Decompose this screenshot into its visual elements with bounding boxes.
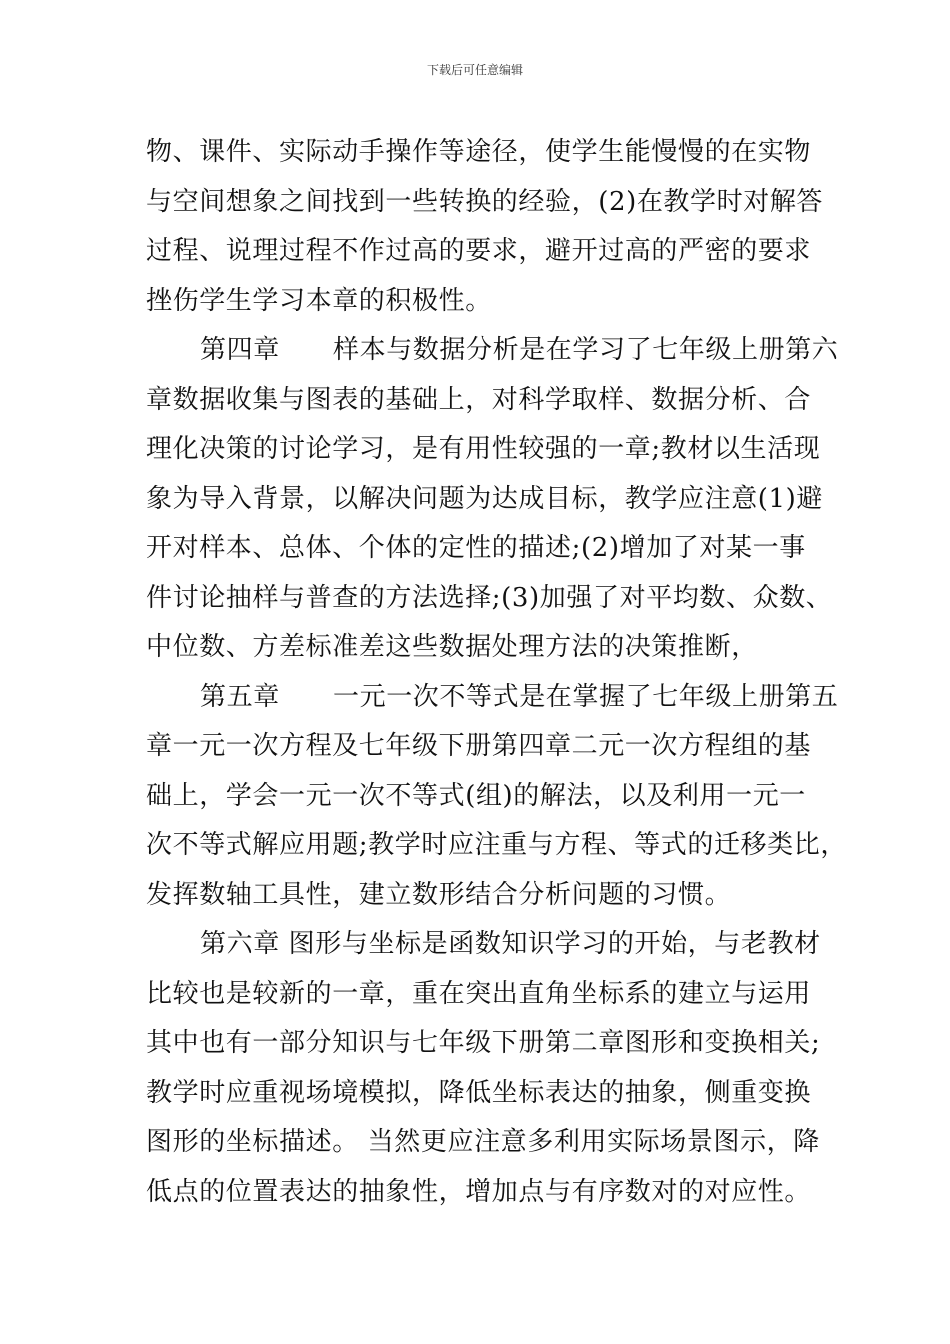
text-line: 其中也有一部分知识与七年级下册第二章图形和变换相关;	[146, 1028, 821, 1058]
text-line: 教学时应重视场境模拟，降低坐标表达的抽象，侧重变换	[146, 1077, 812, 1108]
text-line: 图形的坐标描述。 当然更应注意多利用实际场景图示，降	[146, 1127, 820, 1157]
text-line: 挫伤学生学习本章的积极性。	[146, 285, 492, 316]
paragraph-chapter-4-start: 第四章 样本与数据分析是在学习了七年级上册第六	[200, 335, 839, 365]
text-line: 中位数、方差标准差这些数据处理方法的决策推断，	[146, 632, 758, 662]
text-line: 章数据收集与图表的基础上，对科学取样、数据分析、合	[146, 384, 812, 415]
text-line: 础上，学会一元一次不等式(组)的解法，以及利用一元一	[146, 780, 806, 811]
paragraph-chapter-6-start: 第六章 图形与坐标是函数知识学习的开始，与老教材	[200, 929, 821, 959]
page-header: 下载后可任意编辑	[426, 63, 523, 77]
text-line: 物、课件、实际动手操作等途径，使学生能慢慢的在实物	[146, 137, 812, 167]
text-line: 过程、说理过程不作过高的要求，避开过高的严密的要求	[146, 236, 812, 266]
document-body	[146, 128, 847, 1217]
text-line: 理化决策的讨论学习，是有用性较强的一章;教材以生活现	[146, 434, 821, 464]
text-line: 比较也是较新的一章，重在突出直角坐标系的建立与运用	[146, 978, 812, 1009]
text-line: 象为导入背景，以解决问题为达成目标，教学应注意(1)避	[146, 483, 824, 514]
text-line: 件讨论抽样与普查的方法选择;(3)加强了对平均数、众数、	[146, 582, 833, 613]
text-line: 发挥数轴工具性，建立数形结合分析问题的习惯。	[146, 879, 732, 910]
text-line: 开对样本、总体、个体的定性的描述;(2)增加了对某一事	[146, 533, 806, 563]
text-line: 次不等式解应用题;教学时应注重与方程、等式的迁移类比，	[146, 830, 847, 860]
text-line: 低点的位置表达的抽象性，增加点与有序数对的对应性。	[146, 1176, 812, 1207]
text-line: 章一元一次方程及七年级下册第四章二元一次方程组的基	[146, 731, 812, 761]
paragraph-chapter-5-start: 第五章 一元一次不等式是在掌握了七年级上册第五	[200, 681, 839, 712]
text-line: 与空间想象之间找到一些转换的经验，(2)在教学时对解答	[146, 186, 824, 217]
